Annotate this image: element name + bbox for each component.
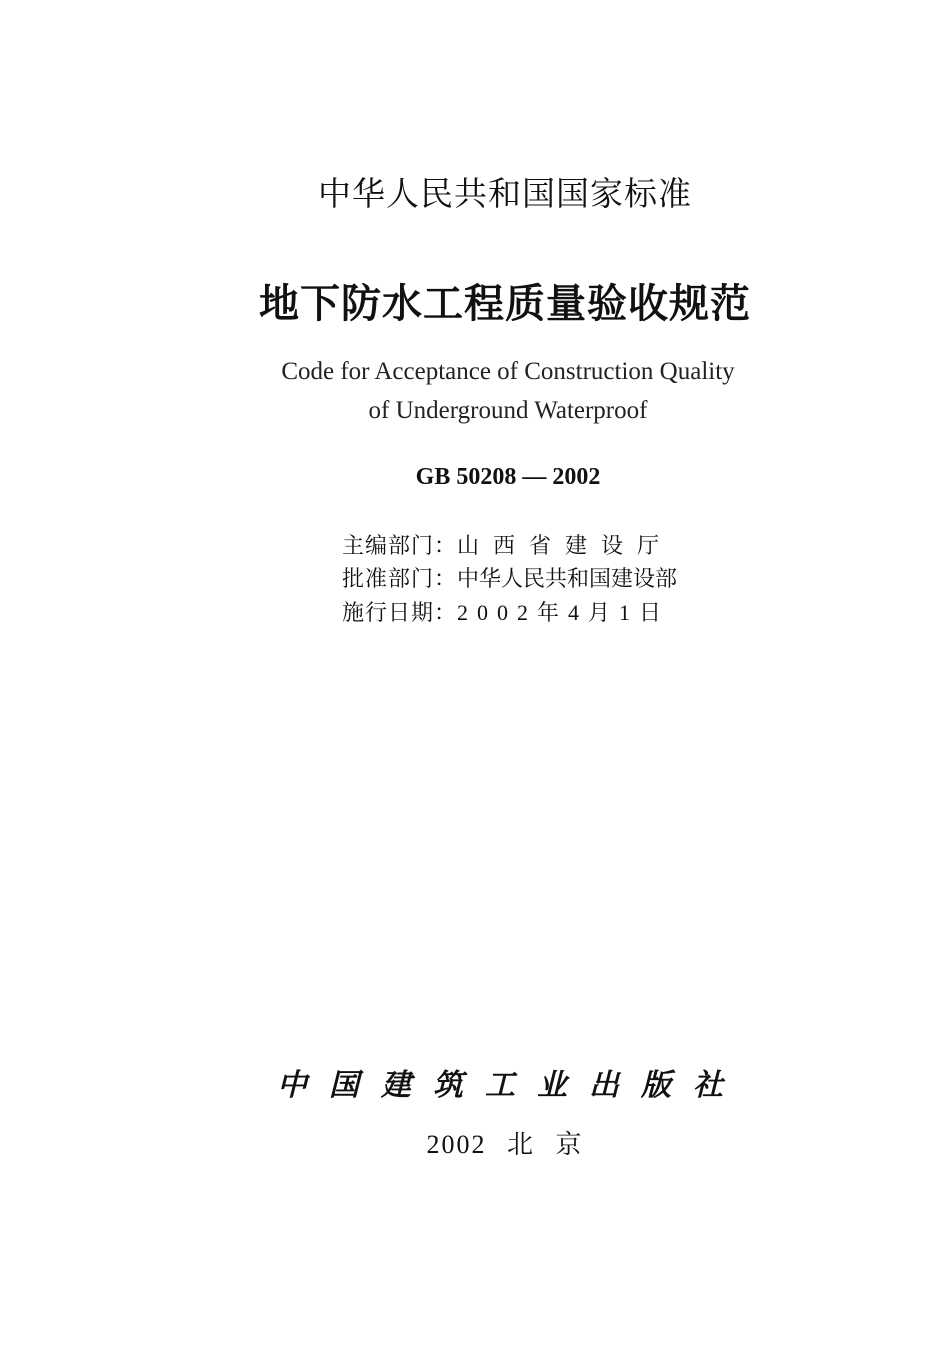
main-title: 地下防水工程质量验收规范 bbox=[259, 280, 751, 327]
publication-place-year: 2002 北 京 bbox=[426, 1130, 584, 1159]
approver-label: 批准部门： bbox=[342, 567, 458, 592]
english-title-line-1: Code for Acceptance of Construction Quality bbox=[281, 358, 735, 385]
approver-row bbox=[342, 563, 677, 596]
standard-code: GB 50208 — 2002 bbox=[415, 464, 601, 490]
effective-date-value: 2002年4月1日 bbox=[457, 600, 671, 625]
chief-editor-row bbox=[342, 530, 677, 563]
approver-value: 中华人民共和国建设部 bbox=[457, 567, 678, 592]
publisher-name: 中国建筑工业出版社 bbox=[277, 1068, 745, 1103]
effective-date-label: 施行日期： bbox=[342, 601, 458, 626]
effective-date-row bbox=[342, 596, 677, 630]
chief-editor-value: 山西省建设厅 bbox=[457, 534, 674, 559]
series-title: 中华人民共和国国家标准 bbox=[318, 174, 692, 213]
metadata-block bbox=[342, 530, 677, 630]
chief-editor-label: 主编部门： bbox=[342, 534, 458, 559]
english-title-line-2: of Underground Waterproof bbox=[368, 397, 648, 424]
